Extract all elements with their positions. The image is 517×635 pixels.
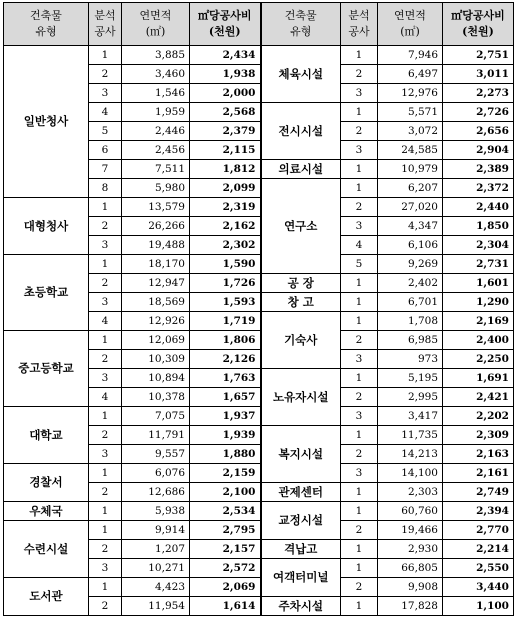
unit-cost-cell: 2,302 [190, 236, 261, 255]
floor-area-cell: 6,701 [378, 293, 443, 312]
floor-area-cell: 5,938 [122, 502, 190, 521]
unit-cost-cell: 3,440 [443, 578, 514, 597]
building-type-cell: 체육시설 [261, 46, 341, 103]
building-type-cell: 여객터미널 [261, 559, 341, 597]
unit-cost-cell: 2,656 [443, 122, 514, 141]
building-type-cell: 창 고 [261, 293, 341, 312]
analysis-count-cell: 1 [341, 160, 378, 179]
unit-cost-cell: 2,202 [443, 407, 514, 426]
building-type-cell: 대형청사 [4, 198, 89, 255]
analysis-count-cell: 1 [341, 426, 378, 445]
analysis-count-cell: 1 [89, 521, 122, 540]
unit-cost-cell: 1,614 [190, 597, 261, 616]
building-type-cell: 관제센터 [261, 483, 341, 502]
analysis-count-cell: 3 [341, 217, 378, 236]
analysis-count-cell: 6 [89, 141, 122, 160]
unit-cost-cell: 2,904 [443, 141, 514, 160]
analysis-count-cell: 3 [89, 559, 122, 578]
header-building-type-right: 건축물 유형 [261, 3, 341, 46]
floor-area-cell: 2,995 [378, 388, 443, 407]
floor-area-cell: 12,686 [122, 483, 190, 502]
analysis-count-cell: 2 [89, 483, 122, 502]
building-type-cell: 초등학교 [4, 255, 89, 331]
floor-area-cell: 10,271 [122, 559, 190, 578]
floor-area-cell: 10,894 [122, 369, 190, 388]
building-type-cell: 노유자시설 [261, 369, 341, 426]
header-floor-area-left: 연면적 (㎡) [122, 3, 190, 46]
unit-cost-cell: 2,749 [443, 483, 514, 502]
table-row [4, 255, 514, 274]
construction-cost-table [3, 2, 514, 616]
floor-area-cell: 5,571 [378, 103, 443, 122]
analysis-count-cell: 1 [89, 502, 122, 521]
unit-cost-cell: 1,812 [190, 160, 261, 179]
unit-cost-cell: 2,304 [443, 236, 514, 255]
floor-area-cell: 66,805 [378, 559, 443, 578]
building-type-cell: 연구소 [261, 179, 341, 274]
analysis-count-cell: 4 [89, 103, 122, 122]
table-row [4, 464, 514, 483]
unit-cost-cell: 2,309 [443, 426, 514, 445]
analysis-count-cell: 2 [341, 388, 378, 407]
header-unit-cost-left: ㎡당공사비 (천원) [190, 3, 261, 46]
unit-cost-cell: 2,389 [443, 160, 514, 179]
floor-area-cell: 14,213 [378, 445, 443, 464]
analysis-count-cell: 1 [89, 407, 122, 426]
table-row [4, 331, 514, 350]
floor-area-cell: 3,072 [378, 122, 443, 141]
floor-area-cell: 1,959 [122, 103, 190, 122]
analysis-count-cell: 1 [341, 369, 378, 388]
unit-cost-cell: 1,726 [190, 274, 261, 293]
header-analysis-count-left: 분석 공사 [89, 3, 122, 46]
analysis-count-cell: 5 [341, 255, 378, 274]
building-type-cell: 중고등학교 [4, 331, 89, 407]
analysis-count-cell: 2 [341, 578, 378, 597]
analysis-count-cell: 2 [89, 217, 122, 236]
unit-cost-cell: 2,100 [190, 483, 261, 502]
floor-area-cell: 6,497 [378, 65, 443, 84]
unit-cost-cell: 2,731 [443, 255, 514, 274]
building-type-cell: 주차시설 [261, 597, 341, 616]
analysis-count-cell: 1 [341, 559, 378, 578]
floor-area-cell: 13,579 [122, 198, 190, 217]
table-container [3, 2, 514, 616]
unit-cost-cell: 1,763 [190, 369, 261, 388]
floor-area-cell: 10,378 [122, 388, 190, 407]
analysis-count-cell: 2 [89, 65, 122, 84]
header-floor-area-right: 연면적 (㎡) [378, 3, 443, 46]
analysis-count-cell: 5 [89, 122, 122, 141]
building-type-cell: 일반청사 [4, 46, 89, 198]
floor-area-cell: 17,828 [378, 597, 443, 616]
floor-area-cell: 10,309 [122, 350, 190, 369]
analysis-count-cell: 8 [89, 179, 122, 198]
floor-area-cell: 12,069 [122, 331, 190, 350]
analysis-count-cell: 2 [341, 445, 378, 464]
header-unit-cost-right: ㎡당공사비 (천원) [443, 3, 514, 46]
unit-cost-cell: 1,590 [190, 255, 261, 274]
analysis-count-cell: 2 [89, 597, 122, 616]
building-type-cell: 격납고 [261, 540, 341, 559]
floor-area-cell: 4,347 [378, 217, 443, 236]
analysis-count-cell: 3 [341, 84, 378, 103]
analysis-count-cell: 1 [89, 578, 122, 597]
building-type-cell: 공 장 [261, 274, 341, 293]
unit-cost-cell: 1,691 [443, 369, 514, 388]
building-type-cell: 의료시설 [261, 160, 341, 179]
floor-area-cell: 9,269 [378, 255, 443, 274]
unit-cost-cell: 2,751 [443, 46, 514, 65]
floor-area-cell: 12,947 [122, 274, 190, 293]
unit-cost-cell: 2,115 [190, 141, 261, 160]
header-analysis-count-right: 분석 공사 [341, 3, 378, 46]
floor-area-cell: 1,546 [122, 84, 190, 103]
unit-cost-cell: 2,534 [190, 502, 261, 521]
unit-cost-cell: 2,000 [190, 84, 261, 103]
analysis-count-cell: 2 [341, 122, 378, 141]
analysis-count-cell: 2 [89, 350, 122, 369]
floor-area-cell: 24,585 [378, 141, 443, 160]
unit-cost-cell: 2,726 [443, 103, 514, 122]
unit-cost-cell: 2,770 [443, 521, 514, 540]
unit-cost-cell: 2,250 [443, 350, 514, 369]
building-type-cell: 기숙사 [261, 312, 341, 369]
floor-area-cell: 10,979 [378, 160, 443, 179]
analysis-count-cell: 3 [89, 369, 122, 388]
floor-area-cell: 2,446 [122, 122, 190, 141]
floor-area-cell: 9,557 [122, 445, 190, 464]
unit-cost-cell: 2,157 [190, 540, 261, 559]
analysis-count-cell: 4 [341, 236, 378, 255]
floor-area-cell: 19,466 [378, 521, 443, 540]
floor-area-cell: 4,423 [122, 578, 190, 597]
analysis-count-cell: 2 [89, 274, 122, 293]
floor-area-cell: 12,926 [122, 312, 190, 331]
unit-cost-cell: 2,440 [443, 198, 514, 217]
analysis-count-cell: 1 [341, 483, 378, 502]
floor-area-cell: 2,402 [378, 274, 443, 293]
floor-area-cell: 2,303 [378, 483, 443, 502]
analysis-count-cell: 1 [89, 331, 122, 350]
floor-area-cell: 18,569 [122, 293, 190, 312]
floor-area-cell: 9,914 [122, 521, 190, 540]
analysis-count-cell: 1 [89, 46, 122, 65]
unit-cost-cell: 1,593 [190, 293, 261, 312]
floor-area-cell: 11,954 [122, 597, 190, 616]
floor-area-cell: 1,207 [122, 540, 190, 559]
unit-cost-cell: 2,400 [443, 331, 514, 350]
floor-area-cell: 27,020 [378, 198, 443, 217]
analysis-count-cell: 3 [341, 464, 378, 483]
table-row [4, 502, 514, 521]
unit-cost-cell: 1,100 [443, 597, 514, 616]
unit-cost-cell: 2,163 [443, 445, 514, 464]
analysis-count-cell: 1 [341, 179, 378, 198]
unit-cost-cell: 3,011 [443, 65, 514, 84]
unit-cost-cell: 2,319 [190, 198, 261, 217]
analysis-count-cell: 1 [89, 464, 122, 483]
analysis-count-cell: 3 [89, 84, 122, 103]
unit-cost-cell: 1,938 [190, 65, 261, 84]
floor-area-cell: 7,075 [122, 407, 190, 426]
floor-area-cell: 3,460 [122, 65, 190, 84]
analysis-count-cell: 3 [89, 445, 122, 464]
floor-area-cell: 18,170 [122, 255, 190, 274]
table-row [4, 46, 514, 65]
analysis-count-cell: 1 [341, 312, 378, 331]
building-type-cell: 대학교 [4, 407, 89, 464]
table-row [4, 407, 514, 426]
unit-cost-cell: 2,394 [443, 502, 514, 521]
analysis-count-cell: 7 [89, 160, 122, 179]
unit-cost-cell: 2,159 [190, 464, 261, 483]
unit-cost-cell: 2,161 [443, 464, 514, 483]
floor-area-cell: 5,980 [122, 179, 190, 198]
floor-area-cell: 6,985 [378, 331, 443, 350]
building-type-cell: 우체국 [4, 502, 89, 521]
analysis-count-cell: 4 [89, 312, 122, 331]
building-type-cell: 교정시설 [261, 502, 341, 540]
unit-cost-cell: 2,568 [190, 103, 261, 122]
unit-cost-cell: 2,434 [190, 46, 261, 65]
floor-area-cell: 12,976 [378, 84, 443, 103]
table-body [4, 46, 514, 616]
unit-cost-cell: 2,162 [190, 217, 261, 236]
analysis-count-cell: 3 [89, 293, 122, 312]
floor-area-cell: 6,076 [122, 464, 190, 483]
analysis-count-cell: 4 [89, 388, 122, 407]
analysis-count-cell: 1 [341, 502, 378, 521]
unit-cost-cell: 2,379 [190, 122, 261, 141]
table-row [4, 198, 514, 217]
unit-cost-cell: 1,939 [190, 426, 261, 445]
table-row [4, 578, 514, 597]
unit-cost-cell: 1,601 [443, 274, 514, 293]
unit-cost-cell: 1,850 [443, 217, 514, 236]
unit-cost-cell: 1,806 [190, 331, 261, 350]
unit-cost-cell: 2,126 [190, 350, 261, 369]
analysis-count-cell: 2 [341, 198, 378, 217]
floor-area-cell: 6,207 [378, 179, 443, 198]
unit-cost-cell: 1,657 [190, 388, 261, 407]
floor-area-cell: 3,885 [122, 46, 190, 65]
analysis-count-cell: 1 [341, 540, 378, 559]
unit-cost-cell: 2,795 [190, 521, 261, 540]
analysis-count-cell: 1 [341, 274, 378, 293]
analysis-count-cell: 3 [341, 407, 378, 426]
unit-cost-cell: 1,937 [190, 407, 261, 426]
analysis-count-cell: 3 [341, 141, 378, 160]
unit-cost-cell: 1,880 [190, 445, 261, 464]
unit-cost-cell: 1,719 [190, 312, 261, 331]
analysis-count-cell: 3 [341, 350, 378, 369]
unit-cost-cell: 2,550 [443, 559, 514, 578]
table-row [4, 521, 514, 540]
analysis-count-cell: 1 [341, 597, 378, 616]
unit-cost-cell: 2,099 [190, 179, 261, 198]
floor-area-cell: 2,930 [378, 540, 443, 559]
floor-area-cell: 7,946 [378, 46, 443, 65]
floor-area-cell: 3,417 [378, 407, 443, 426]
floor-area-cell: 19,488 [122, 236, 190, 255]
header-row [4, 3, 514, 46]
analysis-count-cell: 1 [341, 103, 378, 122]
floor-area-cell: 11,735 [378, 426, 443, 445]
floor-area-cell: 60,760 [378, 502, 443, 521]
unit-cost-cell: 2,421 [443, 388, 514, 407]
unit-cost-cell: 2,372 [443, 179, 514, 198]
floor-area-cell: 11,791 [122, 426, 190, 445]
floor-area-cell: 9,908 [378, 578, 443, 597]
analysis-count-cell: 2 [89, 540, 122, 559]
unit-cost-cell: 2,214 [443, 540, 514, 559]
analysis-count-cell: 3 [89, 236, 122, 255]
analysis-count-cell: 1 [341, 46, 378, 65]
unit-cost-cell: 2,069 [190, 578, 261, 597]
building-type-cell: 경찰서 [4, 464, 89, 502]
building-type-cell: 도서관 [4, 578, 89, 616]
floor-area-cell: 973 [378, 350, 443, 369]
unit-cost-cell: 2,169 [443, 312, 514, 331]
analysis-count-cell: 2 [341, 331, 378, 350]
analysis-count-cell: 1 [89, 198, 122, 217]
analysis-count-cell: 2 [89, 426, 122, 445]
header-building-type-left: 건축물 유형 [4, 3, 89, 46]
floor-area-cell: 7,511 [122, 160, 190, 179]
building-type-cell: 수련시설 [4, 521, 89, 578]
floor-area-cell: 6,106 [378, 236, 443, 255]
floor-area-cell: 2,456 [122, 141, 190, 160]
floor-area-cell: 14,100 [378, 464, 443, 483]
analysis-count-cell: 2 [341, 65, 378, 84]
floor-area-cell: 5,195 [378, 369, 443, 388]
floor-area-cell: 1,708 [378, 312, 443, 331]
building-type-cell: 전시시설 [261, 103, 341, 160]
analysis-count-cell: 1 [89, 255, 122, 274]
analysis-count-cell: 2 [341, 521, 378, 540]
unit-cost-cell: 2,273 [443, 84, 514, 103]
analysis-count-cell: 1 [341, 293, 378, 312]
unit-cost-cell: 1,290 [443, 293, 514, 312]
building-type-cell: 복지시설 [261, 426, 341, 483]
floor-area-cell: 26,266 [122, 217, 190, 236]
unit-cost-cell: 2,572 [190, 559, 261, 578]
